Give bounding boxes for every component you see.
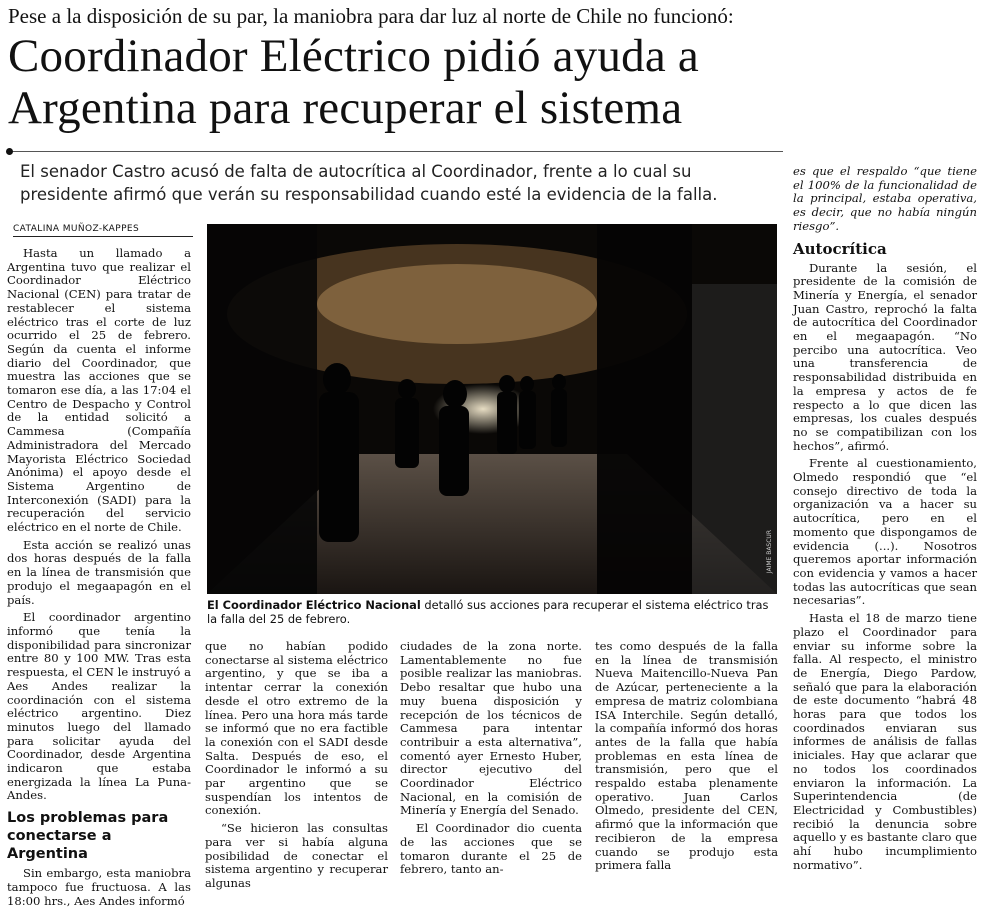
paragraph: El Coordinador dio cuenta de las acciones que se tomaron durante el 25 de febrero, tanto an-	[400, 821, 582, 877]
caption-lead: El Coordinador Eléctrico Nacional	[207, 598, 421, 612]
article-headline	[8, 30, 788, 134]
paragraph: Frente al cuestionamiento, Olmedo respondió que “el consejo directivo de toda la organización va a hacer su autocrítica, pero en el momento que dispongamos de evidencia (...). Nosotros queremos aportar información con evidencia y vamos a hacer todas las autocríticas que sean necesarias”.	[793, 456, 977, 608]
text-column-1	[7, 247, 191, 908]
article-kicker: Pese a la disposición de su par, la maniobra para dar luz al norte de Chile no funcionó:	[8, 4, 734, 28]
text-column-3	[400, 640, 582, 877]
article-deck	[20, 160, 780, 206]
headline-rule	[8, 151, 783, 152]
dark-hallway-illustration	[207, 224, 777, 594]
paragraph: es que el respaldo “que tiene el 100% de la funcionalidad de la principal, estaba operativa, es decir, que no había ningún riesgo”.	[793, 164, 977, 233]
deck-line-1: El senador Castro acusó de falta de autocrítica al Coordinador, frente a lo cual su	[20, 162, 692, 181]
paragraph: tes como después de la falla en la línea de transmisión Nueva Maitencillo-Nueva Pan de Azúcar, perteneciente a la empresa de matriz colombiana ISA Interchile. Según detalló, la compañía informó dos horas antes de la falla que había problemas en esta línea de transmisión, pero que el respaldo estaba plenamente operativo. Juan Carlos Olmedo, presidente del CEN, afirmó que la información que recibieron de la empresa cuando se produjo esta primera falla	[595, 639, 778, 873]
photo-caption	[207, 598, 777, 626]
text-column-4	[595, 640, 778, 873]
paragraph: ciudades de la zona norte. Lamentablemente no fue posible realizar las maniobras. Debo resaltar que hubo una muy buena disposición y recepción de los técnicos de Cammesa para intentar contribuir a esta alternativa”, comentó ayer Ernesto Huber, director ejecutivo del Coordinador Eléctrico Nacional, en la comisión de Minería y Energía del Senado.	[400, 639, 582, 818]
headline-line-2: Argentina para recuperar el sistema	[8, 82, 683, 134]
text-column-2	[205, 640, 388, 891]
paragraph: “Se hicieron las consultas para ver si había alguna posibilidad de conectar el sistema argentino y recuperar algunas	[205, 821, 388, 890]
byline: CATALINA MUÑOZ-KAPPES	[13, 224, 193, 237]
paragraph: El coordinador argentino informó que tenía la disponibilidad para sincronizar entre 80 y 100 MW. Tras esta respuesta, el CEN le instruyó a Aes Andes realizar la coordinación con el sistema eléctrico argentino. Diez minutos luego del llamado para solicitar ayuda del Coordinador, desde Argentina indicaron que estaba energizada la línea La Puna-Andes.	[7, 610, 191, 803]
text-column-5	[793, 165, 977, 872]
headline-line-1: Coordinador Eléctrico pidió ayuda a	[8, 30, 699, 82]
caption-text: detalló sus acciones para recuperar el sistema eléctrico tras la falla del 25 de febrero.	[207, 598, 769, 626]
deck-line-2: presidente afirmó que verán su responsabilidad cuando esté la evidencia de la falla.	[20, 185, 718, 204]
subheading: Autocrítica	[793, 239, 887, 258]
article-photo	[207, 224, 777, 594]
paragraph: Esta acción se realizó unas dos horas después de la falla en la línea de transmisión que produjo el megaapagón en el país.	[7, 537, 191, 607]
paragraph: Durante la sesión, el presidente de la comisión de Minería y Energía, el senador Juan Castro, reprochó la falta de autocrítica del Coordinador en el megaapagón. “No percibo una autocrítica. Veo una transferencia de responsabilidad distribuida en la empresa y actos de fe respecto a lo que dicen las empresas, los cuales después no se compatibilizan con los hechos”, afirmó.	[793, 260, 977, 453]
paragraph: que no habían podido conectarse al sistema eléctrico argentino, y que se iba a intentar cerrar la conexión desde el otro extremo de la línea. Pero una hora más tarde se informó que no era factible la conexión con el SADI desde Salta. Después de eso, el Coordinador le informó a su par argentino que se suspendían los intentos de conexión.	[205, 639, 388, 818]
bullet-dot-icon	[6, 148, 13, 155]
paragraph: Sin embargo, esta maniobra tampoco fue fructuosa. A las 18:00 hrs., Aes Andes informó	[7, 866, 191, 908]
paragraph: Hasta el 18 de marzo tiene plazo el Coordinador para enviar su informe sobre la falla. Al respecto, el ministro de Energía, Diego Pardow, señaló que para la elaboración de este documento “habrá 48 horas para que todos los coordinados enviaran sus informes de análisis de fallas iniciales. Hay que aclarar que no todos los coordinados enviaron la información. La Superintendencia (de Electricidad y Combustibles) recibió la denuncia sobre aquello y es bastante claro que ahí hubo incumplimiento normativo”.	[793, 611, 977, 872]
photo-credit: JAIME BASCUR	[766, 530, 773, 574]
paragraph: Hasta un llamado a Argentina tuvo que realizar el Coordinador Eléctrico Nacional (CEN) para tratar de restablecer el sistema eléctrico tras el corte de luz ocurrido el 25 de febrero. Según da cuenta el informe diario del Coordinador, que muestra las acciones que se tomaron ese día, a las 17:04 el Centro de Despacho y Control de la entidad solicitó a Cammesa (Compañía Administradora del Mercado Mayorista Eléctrico Sociedad Anónima) el apoyo desde el Sistema Argentino de Interconexión (SADI) para la recuperación del servicio eléctrico en el norte de Chile.	[7, 246, 191, 535]
subheading: Los problemas para conectarse a Argentina	[7, 810, 169, 863]
